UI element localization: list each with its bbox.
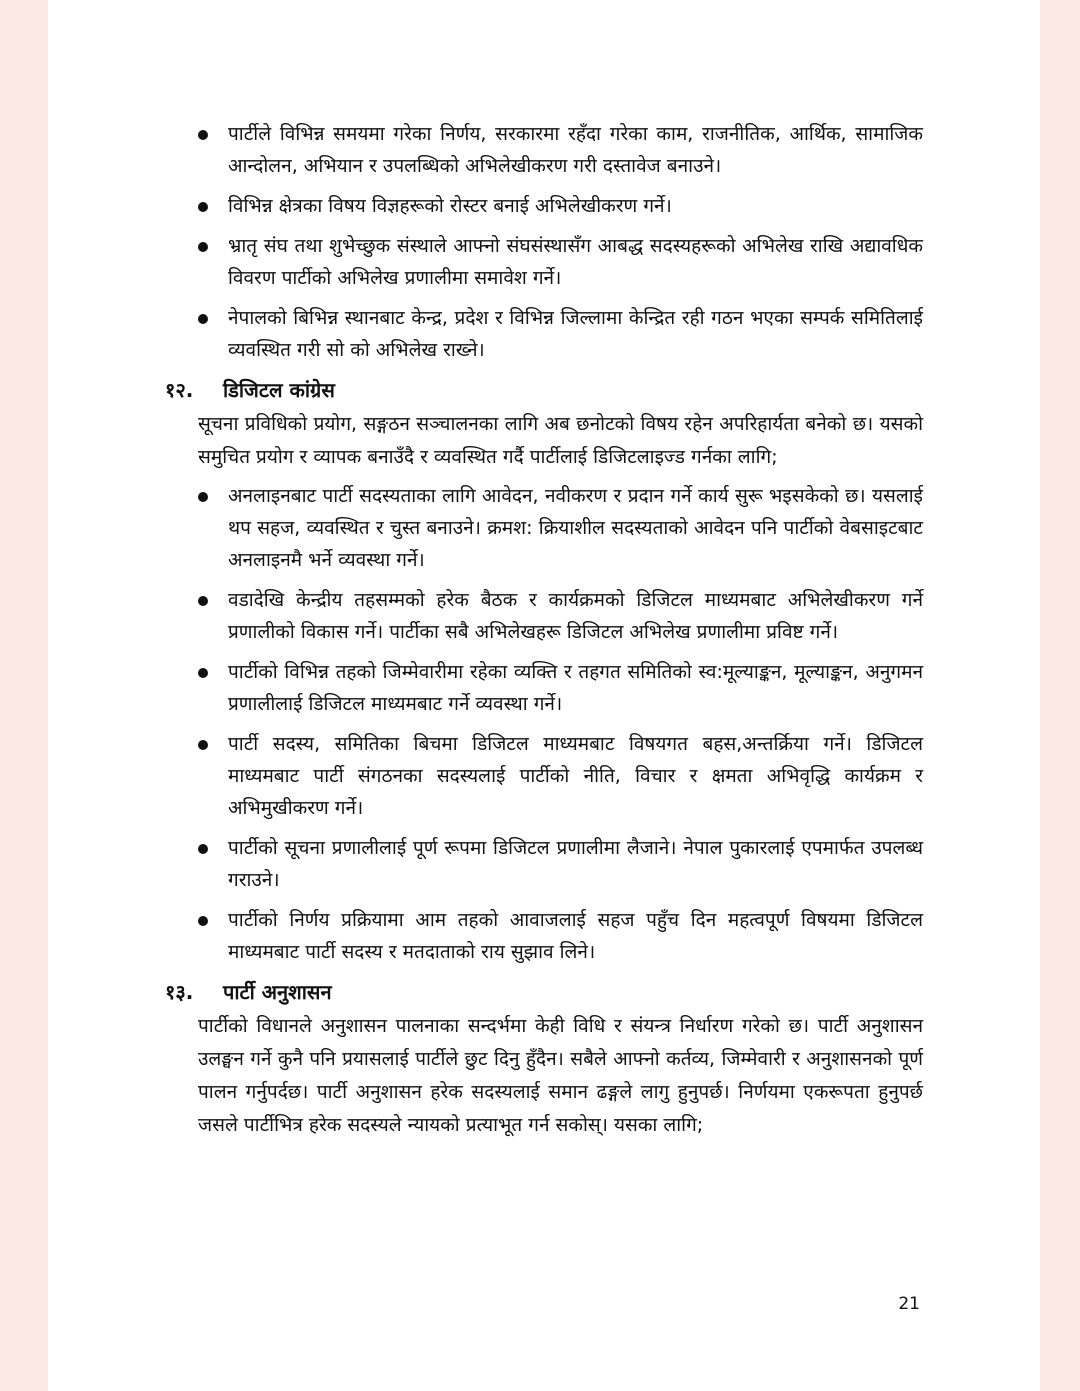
bullet-text: भ्रातृ संघ तथा शुभेच्छुक संस्थाले आफ्नो संघसंस्थासँग आबद्ध सदस्यहरूको अभिलेख राखि अद्यावधिक विवरण पार्टीको अभिलेख प्रणालीमा समावेश गर्ने। — [228, 235, 923, 289]
list-item — [228, 302, 923, 366]
bullet-icon — [198, 492, 208, 502]
bullet-text: नेपालको बिभिन्न स्थानबाट केन्द्र, प्रदेश र विभिन्न जिल्लामा केन्द्रित रही गठन भएका सम्पर्क समितिलाई व्यवस्थित गरी सो को अभिलेख राख्ने। — [228, 307, 923, 361]
section-12-heading — [165, 374, 1040, 406]
section-number: १२. — [165, 378, 194, 402]
list-item — [228, 190, 923, 222]
bullet-text: अनलाइनबाट पार्टी सदस्यताका लागि आवेदन, नवीकरण र प्रदान गर्ने कार्य सुरू भइसकेको छ। यसलाई थप सहज, व्यवस्थित र चुस्त बनाउने। क्रमश: क्रियाशील सदस्यताको आवेदन पनि पार्टीको वेबसाइटबाट अनलाइनमै भर्ने व्यवस्था गर्ने। — [228, 485, 923, 571]
bullet-text: पार्टीको निर्णय प्रक्रियामा आम तहको आवाजलाई सहज पहुँच दिन महत्वपूर्ण विषयमा डिजिटल माध्यमबाट पार्टी सदस्य र मतदाताको राय सुझाव लिने। — [228, 909, 923, 963]
bullet-icon — [198, 844, 208, 854]
page-content — [48, 118, 1040, 1148]
list-item — [228, 118, 923, 182]
bullet-text: पार्टीको विभिन्न तहको जिम्मेवारीमा रहेका व्यक्ति र तहगत समितिको स्व:मूल्याङ्कन, मूल्याङ्कन, अनुगमन प्रणालीलाई डिजिटल माध्यमबाट गर्ने व्यवस्था गर्ने। — [228, 661, 923, 715]
list-item — [228, 584, 923, 648]
section-13-intro: पार्टीको विधानले अनुशासन पालनाका सन्दर्भमा केही विधि र संयन्त्र निर्धारण गरेको छ। पार्टी अनुशासन उलङ्घन गर्ने कुनै पनि प्रयासलाई पार्टीले छुट दिनु हुँदैन। सबैले आफ्नो कर्तव्य, जिम्मेवारी र अनुशासनको पूर्ण पालन गर्नुपर्दछ। पार्टी अनुशासन हरेक सदस्यलाई समान ढङ्गले लागु हुनुपर्छ। निर्णयमा एकरूपता हुनुपर्छ जसले पार्टीभित्र हरेक सदस्यले न्यायको प्रत्याभूत गर्न सकोस्। यसका लागि; — [198, 1015, 923, 1136]
bullet-text: पार्टी सदस्य, समितिका बिचमा डिजिटल माध्यमबाट विषयगत बहस,अन्तर्क्रिया गर्ने। डिजिटल माध्यमबाट पार्टी संगठनका सदस्यलाई पार्टीको नीति, विचार र क्षमता अभिवृद्धि कार्यक्रम र अभिमुखीकरण गर्ने। — [228, 733, 923, 819]
bullet-icon — [198, 740, 208, 750]
bullet-icon — [198, 314, 208, 324]
bullet-text: पार्टीले विभिन्न समयमा गरेका निर्णय, सरकारमा रहँदा गरेका काम, राजनीतिक, आर्थिक, सामाजिक आन्दोलन, अभियान र उपलब्धिको अभिलेखीकरण गरी दस्तावेज बनाउने। — [228, 123, 923, 177]
section-title: पार्टी अनुशासन — [223, 980, 332, 1004]
bullet-text: वडादेखि केन्द्रीय तहसम्मको हरेक बैठक र कार्यक्रमको डिजिटल माध्यमबाट अभिलेखीकरण गर्ने प्रणालीको विकास गर्ने। पार्टीका सबै अभिलेखहरू डिजिटल अभिलेख प्रणालीमा प्रविष्ट गर्ने। — [228, 589, 923, 643]
list-item — [228, 904, 923, 968]
bullet-text: पार्टीको सूचना प्रणालीलाई पूर्ण रूपमा डिजिटल प्रणालीमा लैजाने। नेपाल पुकारलाई एपमार्फत उपलब्ध गराउने। — [228, 837, 923, 891]
section-number: १३. — [165, 980, 194, 1004]
section-12-intro: सूचना प्रविधिको प्रयोग, सङ्गठन सञ्चालनका लागि अब छनोटको विषय रहेन अपरिहार्यता बनेको छ। यसको समुचित प्रयोग र व्यापक बनाउँदै र व्यवस्थित गर्दै पार्टीलाई डिजिटलाइज्ड गर्नका लागि; — [198, 413, 923, 468]
page-number: 21 — [898, 1294, 920, 1314]
bullet-icon — [198, 668, 208, 678]
section-12-bullet-list — [48, 480, 1040, 968]
section-13-heading — [165, 976, 1040, 1008]
bullet-icon — [198, 916, 208, 926]
bullet-icon — [198, 130, 208, 140]
intro-bullet-list — [48, 118, 1040, 366]
bullet-icon — [198, 596, 208, 606]
list-item — [228, 230, 923, 294]
list-item — [228, 728, 923, 824]
bullet-text: विभिन्न क्षेत्रका विषय विज्ञहरूको रोस्टर बनाई अभिलेखीकरण गर्ने। — [228, 195, 672, 217]
list-item — [228, 480, 923, 576]
list-item — [228, 656, 923, 720]
bullet-icon — [198, 242, 208, 252]
bullet-icon — [198, 202, 208, 212]
list-item — [228, 832, 923, 896]
document-page — [48, 0, 1040, 1391]
section-title: डिजिटल कांग्रेस — [223, 378, 335, 402]
